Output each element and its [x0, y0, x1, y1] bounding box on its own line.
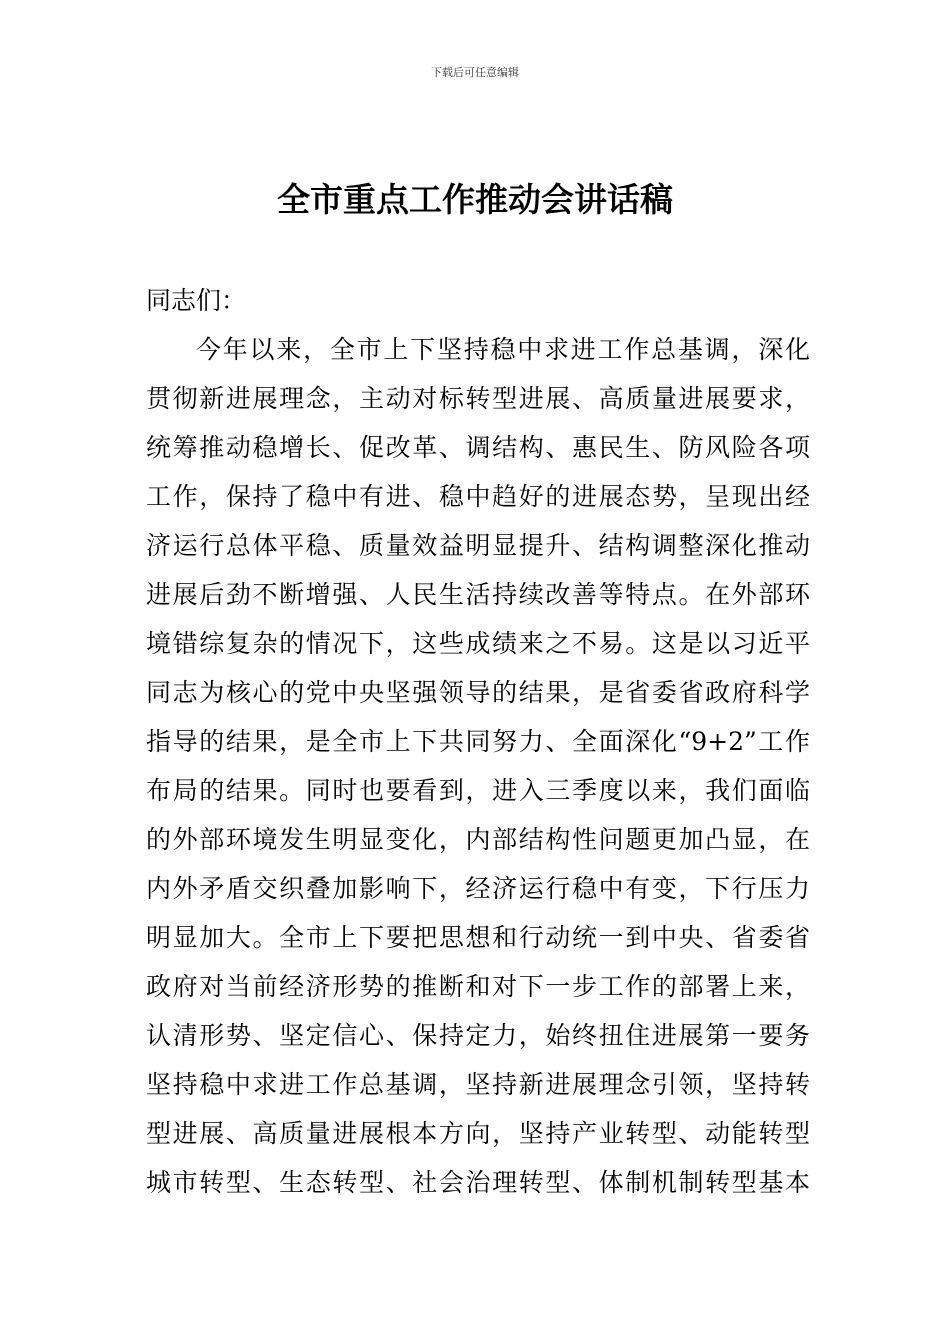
paragraph-line: 布局的结果。同时也要看到，进入三季度以来，我们面临	[146, 776, 810, 805]
paragraph-line: 坚持稳中求进工作总基调，坚持新进展理念引领，坚持转	[146, 1070, 810, 1099]
paragraph-line: 明显加大。全市上下要把思想和行动统一到中央、省委省	[146, 923, 810, 952]
paragraph-line: 同志为核心的党中央坚强领导的结果，是省委省政府科学	[146, 678, 810, 707]
paragraph-line: 工作，保持了稳中有进、稳中趋好的进展态势，呈现出经	[146, 482, 810, 511]
paragraph-line: 济运行总体平稳、质量效益明显提升、结构调整深化推动	[146, 531, 810, 560]
paragraph-line: 城市转型、生态转型、社会治理转型、体制机制转型基本	[146, 1168, 810, 1197]
paragraph-line: 境错综复杂的情况下，这些成绩来之不易。这是以习近平	[146, 629, 810, 658]
paragraph-line: 指导的结果，是全市上下共同努力、全面深化“9+2”工作	[146, 727, 810, 756]
page-header-note: 下载后可任意编辑	[431, 66, 519, 79]
salutation: 同志们：	[146, 286, 247, 315]
paragraph-line: 今年以来，全市上下坚持稳中求进工作总基调，深化	[196, 335, 810, 364]
paragraph-line: 内外矛盾交织叠加影响下，经济运行稳中有变，下行压力	[146, 874, 810, 903]
paragraph-line: 政府对当前经济形势的推断和对下一步工作的部署上来，	[146, 972, 810, 1001]
paragraph-line: 贯彻新进展理念，主动对标转型进展、高质量进展要求，	[146, 384, 810, 413]
paragraph-line: 的外部环境发生明显变化，内部结构性问题更加凸显，在	[146, 825, 810, 854]
document-title: 全市重点工作推动会讲话稿	[277, 180, 673, 219]
paragraph-line: 认清形势、坚定信心、保持定力，始终扭住进展第一要务	[146, 1021, 810, 1050]
document-body	[146, 276, 810, 1207]
paragraph-line: 统筹推动稳增长、促改革、调结构、惠民生、防风险各项	[146, 433, 810, 462]
paragraph-line: 型进展、高质量进展根本方向，坚持产业转型、动能转型	[146, 1119, 810, 1148]
paragraph-line: 进展后劲不断增强、人民生活持续改善等特点。在外部环	[146, 580, 810, 609]
